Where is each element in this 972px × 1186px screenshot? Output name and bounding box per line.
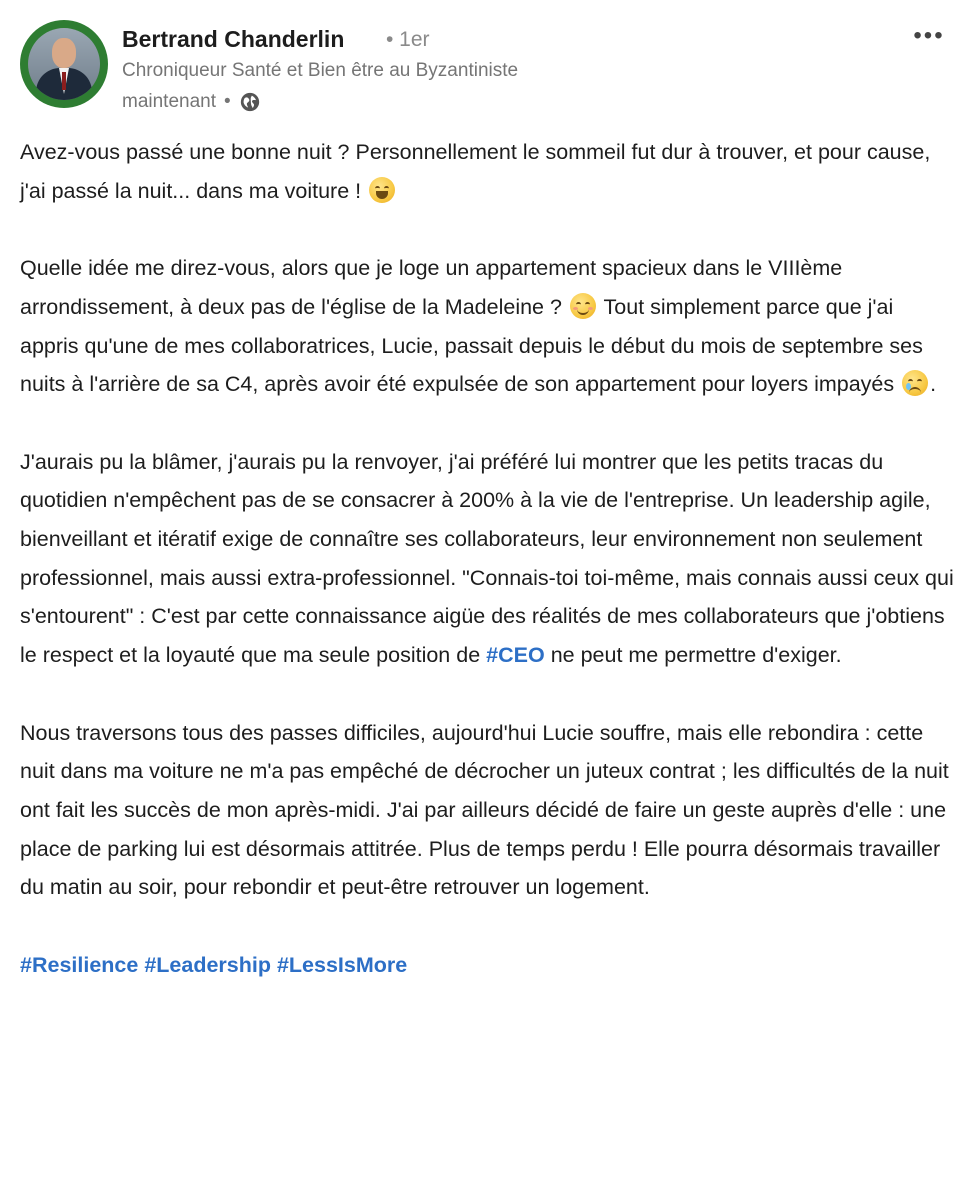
avatar-photo — [28, 28, 100, 100]
meta-separator: • — [224, 91, 231, 112]
author-headline: Chroniqueur Santé et Bien être au Byzantiniste — [122, 60, 519, 81]
more-options-icon[interactable]: ••• — [913, 22, 945, 49]
sad-tear-emoji-icon — [902, 370, 928, 396]
post-paragraph-4: Nous traversons tous des passes difficiles, aujourd'hui Lucie souffre, mais elle rebondira : cette nuit dans ma voiture ne m'a pas empêché de décrocher un juteux contrat ; les difficultés de la nuit ont fait les succès de mon après-midi. J'ai par ailleurs décidé de faire un geste auprès d'elle : une place de parking lui est désormais attitrée. Plus de temps perdu ! Elle pourra désormais travailler du matin au soir, pour rebondir et peut-être retrouver un logement. — [20, 720, 949, 900]
post-body — [20, 133, 955, 984]
hashtag-leadership[interactable]: #Leadership — [144, 952, 271, 977]
hashtag-lessismore[interactable]: #LessIsMore — [276, 952, 408, 977]
author-avatar[interactable] — [20, 20, 108, 108]
post-timestamp: maintenant — [122, 91, 217, 112]
connection-degree: • 1er — [386, 28, 430, 51]
post-meta — [122, 89, 261, 115]
globe-icon — [239, 91, 261, 113]
grinning-sweat-emoji-icon — [369, 177, 395, 203]
hashtag-resilience[interactable]: #Resilience — [20, 952, 139, 977]
post-paragraph-1: Avez-vous passé une bonne nuit ? Personnellement le sommeil fut dur à trouver, et pour cause, j'ai passé la nuit... dans ma voiture ! — [20, 140, 931, 203]
smiling-blush-emoji-icon — [570, 293, 596, 319]
hashtag-ceo[interactable]: #CEO — [486, 643, 545, 668]
author-name[interactable]: Bertrand Chanderlin — [122, 26, 345, 52]
post-paragraph-2: Quelle idée me direz-vous, alors que je loge un appartement spacieux dans le VIIIème arrondissement, à deux pas de l'église de la Madeleine ? Tout simplement parce que j'ai appris qu'une de mes collaboratrices, Lucie, passait depuis le début du mois de septembre ses nuits à l'arrière de sa C4, après avoir été expulsée de son appartement pour loyers impayés . — [20, 256, 937, 397]
post-hashtags — [20, 946, 955, 985]
post-paragraph-3: J'aurais pu la blâmer, j'aurais pu la renvoyer, j'ai préféré lui montrer que les petits tracas du quotidien n'empêchent pas de se consacrer à 200% à la vie de l'entreprise. Un leadership agile, bienveillant et itératif exige de connaître ses collaborateurs, leur environnement non seulement professionnel, mais aussi extra-professionnel. "Connais-toi toi-même, mais connais aussi ceux qui s'entourent" : C'est par cette connaissance aigüe des réalités de mes collaborateurs que j'obtiens le respect et la loyauté que ma seule position de #CEO ne peut me permettre d'exiger. — [20, 449, 954, 668]
